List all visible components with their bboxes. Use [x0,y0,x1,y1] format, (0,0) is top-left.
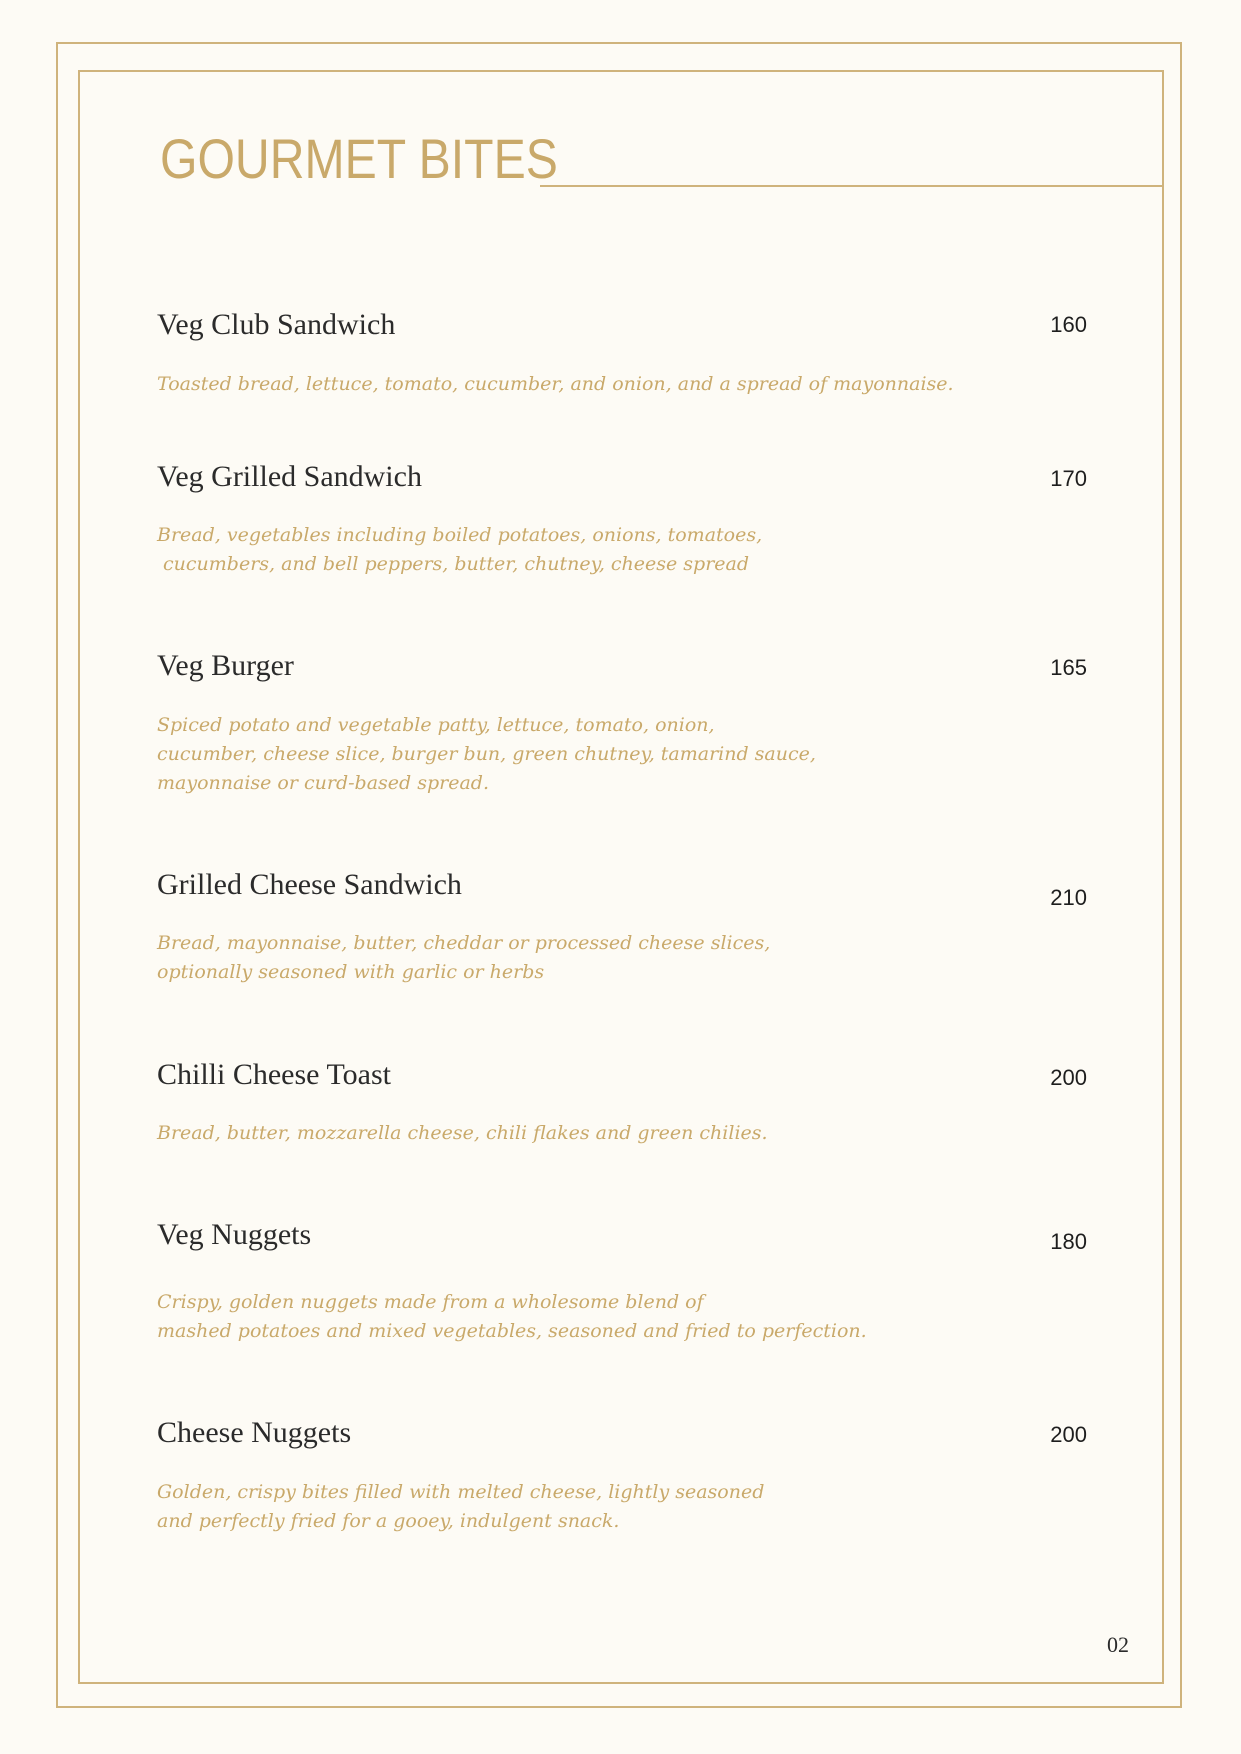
item-name: Veg Burger [157,649,294,682]
item-price: 200 [1050,1422,1087,1447]
item-price: 170 [1050,466,1087,491]
item-description: Bread, mayonnaise, butter, cheddar or processed cheese slices, optionally seasoned with garlic or herbs [157,932,771,983]
title-underline [540,185,1163,187]
item-description: Spiced potato and vegetable patty, lettuce, tomato, onion, cucumber, cheese slice, burger bun, green chutney, tamarind sauce, mayonnaise or curd-based spread. [157,714,816,794]
item-description: Golden, crispy bites filled with melted cheese, lightly seasoned and perfectly fried for a gooey, indulgent snack. [157,1481,765,1532]
item-name: Grilled Cheese Sandwich [157,868,462,901]
item-price: 180 [1050,1229,1087,1254]
item-description: Toasted bread, lettuce, tomato, cucumber, and onion, and a spread of mayonnaise. [157,373,954,395]
item-name: Veg Nuggets [157,1218,312,1251]
item-price: 160 [1050,312,1087,337]
item-name: Veg Grilled Sandwich [157,460,422,493]
item-price: 165 [1050,655,1087,680]
item-name: Veg Club Sandwich [157,308,396,341]
item-name: Chilli Cheese Toast [157,1058,391,1091]
item-price: 210 [1050,885,1087,910]
item-description: Bread, butter, mozzarella cheese, chili flakes and green chilies. [157,1122,768,1144]
item-description: Bread, vegetables including boiled potatoes, onions, tomatoes, cucumbers, and bell peppers, butter, chutney, cheese spread [157,524,763,575]
item-price: 200 [1050,1065,1087,1090]
page-number: 02 [1107,1632,1129,1657]
page-title: GOURMET BITES [160,127,558,190]
item-name: Cheese Nuggets [157,1416,352,1449]
item-description: Crispy, golden nuggets made from a wholesome blend of mashed potatoes and mixed vegetables, seasoned and fried to perfection. [157,1291,867,1342]
